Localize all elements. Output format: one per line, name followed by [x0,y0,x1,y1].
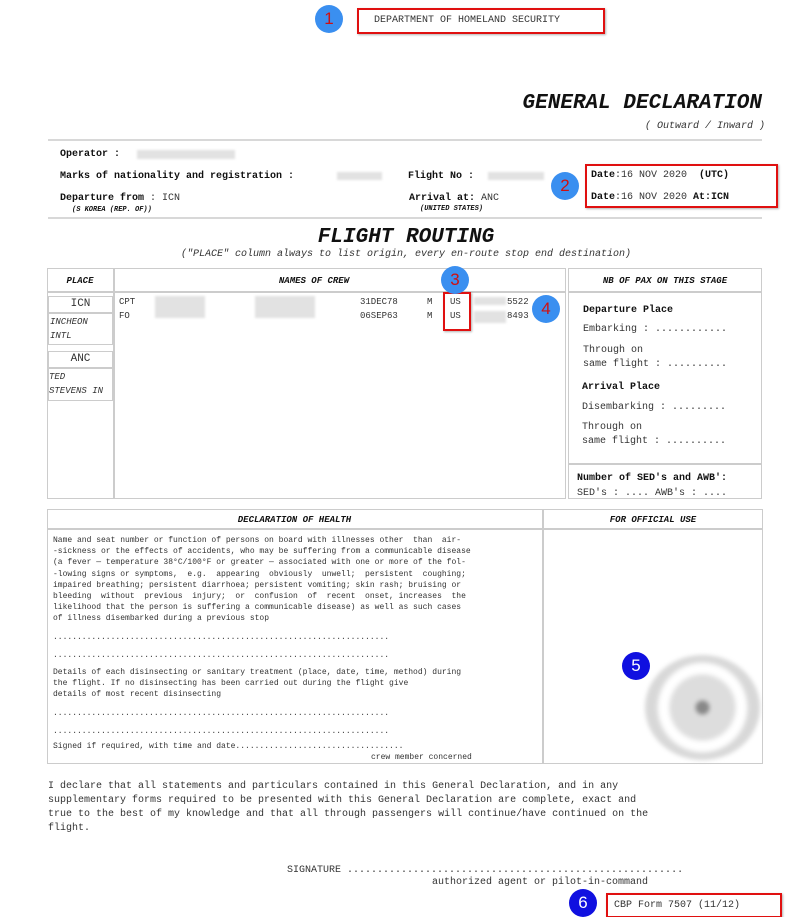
place-header: PLACE [66,276,94,286]
annotation-box-3 [443,292,471,331]
signature-line: SIGNATURE ........................................................ [287,865,684,876]
embarking-field: Embarking : ............ [583,324,728,335]
crew-dob: 31DEC78 [360,297,398,307]
crew-role: FO [119,311,130,321]
annotation-box-1 [357,8,605,34]
registration-redacted [337,172,382,180]
crew-sex: M [427,297,433,307]
crew-header: NAMES OF CREW [278,276,350,286]
crew-doc-redacted [474,297,506,305]
official-use-title: FOR OFFICIAL USE [609,515,697,525]
departure-place-label: Departure Place [583,305,674,316]
dotted-line: ...................................................................... [53,709,390,718]
flight-no-redacted [488,172,544,180]
divider [48,217,762,219]
pax-header: NB OF PAX ON THIS STAGE [602,276,728,286]
direction-label: ( Outward / Inward ) [644,121,765,132]
place-code: ICN [70,298,91,310]
date-label: Date [591,170,616,181]
row-divider [568,291,762,293]
row-divider [568,463,762,465]
column-divider [542,509,544,764]
disinsecting-text: Details of each disinsecting or sanitary treatment (place, date, time, method) during the flight. If no disinsecting has been carried out during the flight give details of most recent disinsecting [53,668,462,700]
routing-subtitle: ("PLACE" column always to list origin, every en-route stop end destination) [180,249,632,260]
annotation-marker-1: 1 [315,5,343,33]
crew-sex: M [427,311,433,321]
place-name: INCHEON INTL [50,317,88,341]
annotation-box-6 [606,893,782,917]
annotation-marker-6: 6 [569,889,597,917]
signed-line: Signed if required, with time and date................................... [53,742,404,751]
column-divider [113,268,115,499]
annotation-marker-4: 4 [532,295,560,323]
annotation-marker-3: 3 [441,266,469,294]
crew-doc: 5522 [507,297,529,307]
date-label: Date [591,192,616,203]
through-field: Through on same flight : .......... [582,422,727,447]
dotted-line: ...................................................................... [53,727,390,736]
arrival-country: (UNITED STATES) [420,205,484,213]
date-utc-suffix: (UTC) [699,170,730,181]
dotted-line: ...................................................................... [53,651,390,660]
health-title: DECLARATION OF HEALTH [237,515,352,525]
date-utc: :16 NOV 2020 [615,170,688,181]
crew-concerned-label: crew member concerned [371,753,472,762]
arrival-value: ANC [481,193,500,204]
disembarking-field: Disembarking : ......... [582,402,727,413]
crew-doc: 8493 [507,311,529,321]
crew-role: CPT [119,297,136,307]
row-divider [47,291,566,293]
flight-no-label: Flight No : [408,171,475,182]
departure-country: (S KOREA (REP. OF)) [72,206,152,214]
routing-title: FLIGHT ROUTING [317,226,495,249]
date-local: :16 NOV 2020 [615,192,688,203]
signature-sublabel: authorized agent or pilot-in-command [432,877,649,888]
arrival-label: Arrival at: [409,193,476,204]
crew-name-redacted [255,296,315,318]
date-local-suffix: At:ICN [693,192,730,203]
annotation-marker-2: 2 [551,172,579,200]
crew-doc-redacted [474,311,506,323]
sed-field: SED's : .... AWB's : .... [577,488,728,499]
through-field: Through on same flight : .......... [583,345,728,370]
dotted-line: ...................................................................... [53,633,390,642]
place-code: ANC [70,353,91,365]
divider [48,139,762,141]
crew-nationality: US [450,311,461,321]
crew-nationality: US [450,297,461,307]
marks-label: Marks of nationality and registration : [60,171,295,182]
annotation-box-2 [585,164,778,208]
place-name: TED STEVENS IN [49,372,104,396]
agency-name: DEPARTMENT OF HOMELAND SECURITY [374,15,561,26]
official-stamp-redacted [645,655,760,760]
row-divider [47,528,763,530]
annotation-marker-5: 5 [622,652,650,680]
operator-redacted [137,150,235,159]
declaration-statement: I declare that all statements and particulars contained in this General Declaration, and in any supplementary forms required to be presented with this General Declaration are complete, exact and true to the best of my knowledge and that all through passengers will continue/have continued on the flight. [48,781,649,834]
departure-value: : ICN [150,193,181,204]
form-number: CBP Form 7507 (11/12) [614,900,741,911]
departure-label: Departure from [60,193,145,204]
arrival-place-label: Arrival Place [582,382,661,393]
sed-title: Number of SED's and AWB': [577,473,728,484]
document-title: GENERAL DECLARATION [522,92,762,115]
operator-label: Operator : [60,149,121,160]
crew-dob: 06SEP63 [360,311,398,321]
crew-name-redacted [155,296,205,318]
health-illness-text: Name and seat number or function of persons on board with illnesses other than air- -sickness or the effects of accidents, who may be suffering from a communicable disease (a fever — temperature 38°C/100°F or greater — associated with one or more of the fol- -lowing signs or symptoms, e.g. appearing obviously unwell; persistent coughing; impaired breathing; persistent diarrhoea; persistent vomiting; skin rash; bruising or bleeding without previous injury; or confusion of recent onset, increases the likelihood that the person is suffering a communicable disease) as well as such cases of illness disembarked during a previous stop [53,536,471,624]
